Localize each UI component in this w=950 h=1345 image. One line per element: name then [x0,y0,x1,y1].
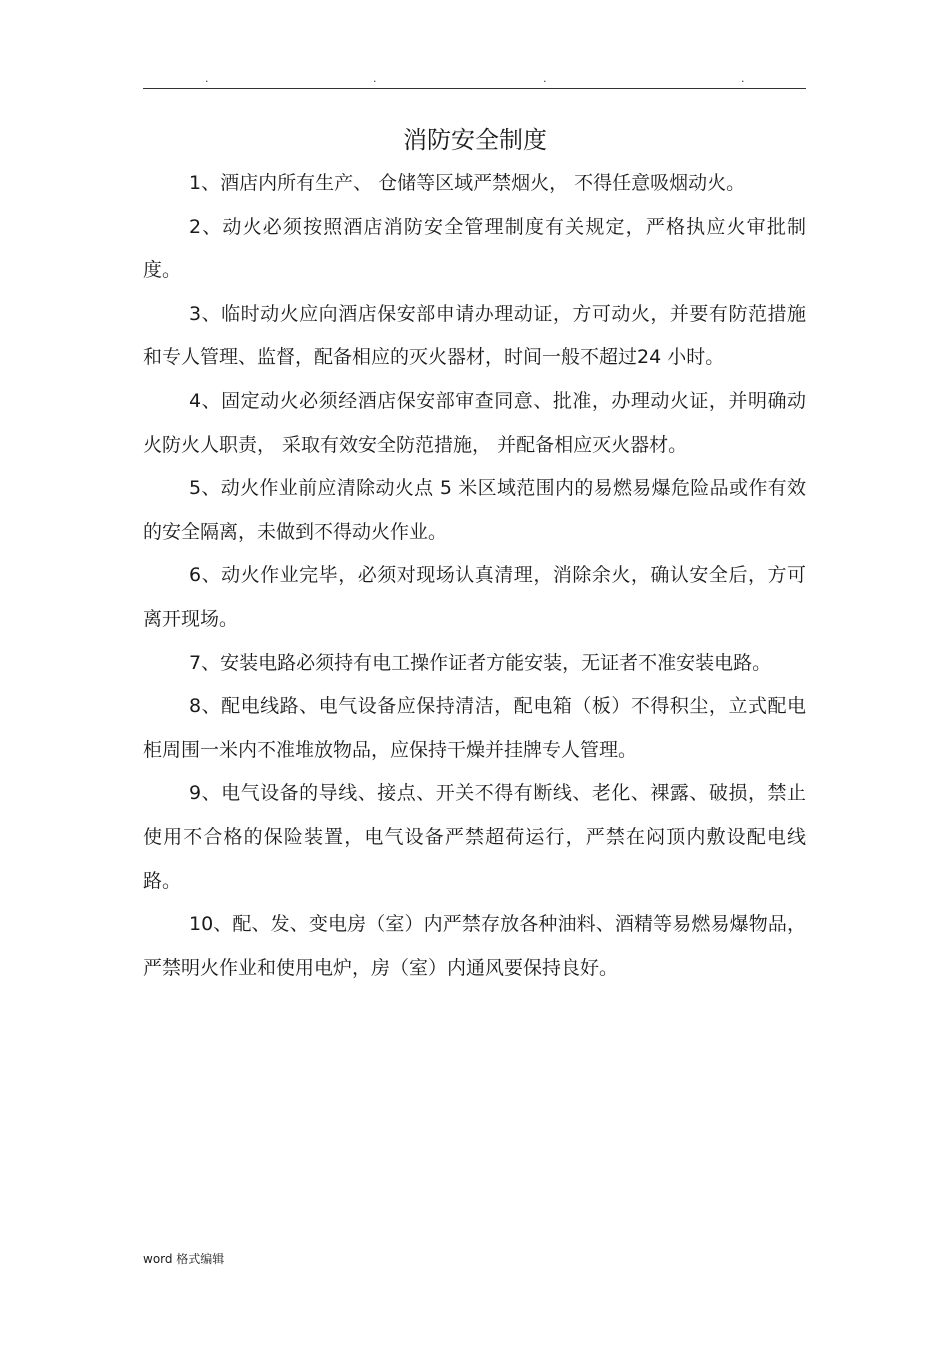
header-dot: . [205,72,209,85]
regulation-line: 5、动火作业前应清除动火点 5 米区域范围内的易燃易爆危险品 [189,477,729,500]
regulation-line: 9、电气设备的导线、接点、开关不得有断线、老化、裸露、破 [189,782,729,805]
regulation-item [143,685,806,772]
regulation-line: 3、临时动火应向酒店保安部申请办理动证，方可动火，并要有 [189,302,729,325]
regulation-item [143,206,806,293]
regulation-line: 审批制度。 [143,215,806,282]
regulation-item [143,380,806,467]
regulation-item [143,293,806,380]
regulation-line: 7、安装电路必须持有电工操作证者方能安装，无证者不准安装 [189,651,715,674]
header-dot: . [543,72,547,85]
regulation-item [143,772,806,903]
regulation-line: 损，禁止使用不合格的保险装置，电气设备严禁超荷运行，严禁在闷 [143,782,806,848]
header-rule [143,88,806,89]
regulation-body [143,162,806,990]
regulation-line: 4、固定动火必须经酒店保安部审查同意、批准，办理动火证， [189,389,729,412]
regulation-line: 或作有效的安全隔离，未做到不得动火作业。 [143,477,806,543]
regulation-item [143,903,806,990]
header-dot: . [373,72,377,85]
regulation-line: 6、动火作业完毕，必须对现场认真清理，消除余火，确认安全 [189,564,729,587]
regulation-line: 爆物品，严禁明火作业和使用电炉，房（室）内通风要保持良好。 [143,913,806,979]
regulation-line: 并明确动火防火人职责， 采取有效安全防范措施， 并配备相应灭火器 [143,389,806,456]
regulation-item [143,642,806,686]
regulation-line: 立式配电柜周围一米内不准堆放物品，应保持干燥并挂牌专人管理。 [143,695,806,761]
page-title: 消防安全制度 [403,126,547,154]
regulation-item [143,467,806,554]
regulation-line: 材。 [649,433,688,456]
regulation-line: 10、配、发、变电房（室）内严禁存放各种油料、酒精等易燃易 [189,913,730,936]
regulation-line: 24 小时。 [637,346,725,369]
footer-note: word 格式编辑 [143,1252,225,1266]
regulation-line: 2、动火必须按照酒店消防安全管理制度有关规定，严格执应火 [189,215,747,238]
regulation-line: 1、酒店内所有生产、 仓储等区域严禁烟火， 不得任意吸烟动火。 [189,172,746,194]
regulation-item [143,162,806,206]
regulation-item [143,554,806,641]
regulation-line: 顶内敷设配电线路。 [143,825,806,892]
header-dot: . [741,72,745,85]
regulation-line: 后，方可离开现场。 [143,564,806,630]
regulation-line: 电路。 [714,651,772,674]
regulation-line: 8、配电线路、电气设备应保持清洁，配电箱（板）不得积尘， [189,695,729,718]
regulation-line: 防范措施和专人管理、监督，配备相应的灭火器材，时间一般不超过 [143,302,806,369]
